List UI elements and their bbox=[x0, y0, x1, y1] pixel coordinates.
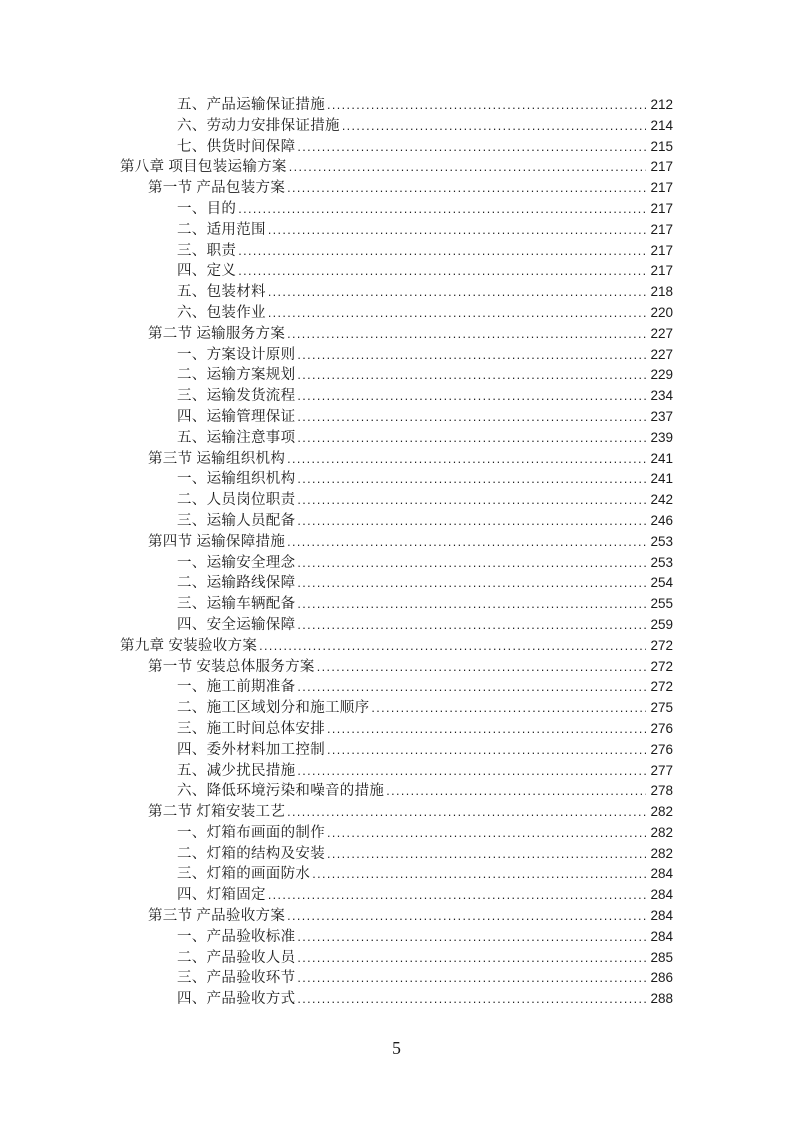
toc-entry-label: 第一节 产品包装方案 bbox=[148, 180, 286, 197]
toc-page-number: 227 bbox=[650, 325, 673, 341]
toc-entry-item[interactable] bbox=[120, 823, 673, 844]
toc-leader-dots bbox=[297, 761, 646, 782]
toc-entry-item[interactable] bbox=[120, 698, 673, 719]
toc-leader-dots bbox=[342, 116, 647, 137]
toc-entry-item[interactable] bbox=[120, 615, 673, 636]
toc-entry-label: 一、产品验收标准 bbox=[177, 928, 296, 945]
footer-page-number: 5 bbox=[392, 1038, 401, 1058]
toc-leader-dots bbox=[297, 615, 646, 636]
toc-page-number: 218 bbox=[650, 284, 673, 300]
toc-page-number: 253 bbox=[650, 533, 673, 549]
toc-page-number: 284 bbox=[650, 866, 673, 882]
toc-entry-label: 一、运输组织机构 bbox=[177, 471, 296, 488]
toc-page-number: 276 bbox=[650, 741, 673, 757]
toc-leader-dots bbox=[289, 157, 647, 178]
toc-page-number: 282 bbox=[650, 845, 673, 861]
toc-leader-dots bbox=[327, 823, 646, 844]
toc-entry-label: 第四节 运输保障措施 bbox=[148, 533, 286, 550]
toc-leader-dots bbox=[287, 802, 646, 823]
toc-entry-label: 三、灯箱的画面防水 bbox=[177, 866, 311, 883]
toc-page-number: 217 bbox=[650, 242, 673, 258]
toc-page-number: 286 bbox=[650, 970, 673, 986]
toc-leader-dots bbox=[386, 781, 646, 802]
toc-leader-dots bbox=[297, 386, 646, 407]
toc-leader-dots bbox=[297, 469, 646, 490]
toc-entry-item[interactable] bbox=[120, 365, 673, 386]
toc-entry-item[interactable] bbox=[120, 261, 673, 282]
toc-page-number: 278 bbox=[650, 783, 673, 799]
toc-leader-dots bbox=[238, 261, 646, 282]
toc-leader-dots bbox=[297, 927, 646, 948]
toc-leader-dots bbox=[297, 511, 646, 532]
toc-page-number: 285 bbox=[650, 949, 673, 965]
toc-page-number: 284 bbox=[650, 928, 673, 944]
toc-leader-dots bbox=[312, 864, 646, 885]
toc-entry-section[interactable] bbox=[120, 657, 673, 678]
toc-entry-label: 二、运输路线保障 bbox=[177, 575, 296, 592]
toc-page-number: 272 bbox=[650, 637, 673, 653]
toc-page-number: 255 bbox=[650, 596, 673, 612]
toc-page-number: 282 bbox=[650, 824, 673, 840]
toc-leader-dots bbox=[287, 324, 646, 345]
toc-leader-dots bbox=[297, 573, 646, 594]
toc-page-number: 242 bbox=[650, 492, 673, 508]
toc-leader-dots bbox=[287, 532, 646, 553]
toc-entry-item[interactable] bbox=[120, 740, 673, 761]
toc-leader-dots bbox=[297, 407, 646, 428]
toc-entry-item[interactable] bbox=[120, 781, 673, 802]
toc-page-number: 288 bbox=[650, 991, 673, 1007]
toc-entry-label: 五、产品运输保证措施 bbox=[177, 97, 325, 113]
toc-entry-label: 第二节 运输服务方案 bbox=[148, 325, 286, 342]
toc-entry-label: 三、运输车辆配备 bbox=[177, 596, 296, 613]
toc-page-number: 215 bbox=[650, 138, 673, 154]
toc-leader-dots bbox=[297, 948, 646, 969]
toc-entry-item[interactable] bbox=[120, 948, 673, 969]
toc-entry-label: 第九章 安装验收方案 bbox=[120, 637, 258, 654]
toc-entry-label: 二、灯箱的结构及安装 bbox=[177, 845, 325, 862]
toc-entry-label: 一、施工前期准备 bbox=[177, 679, 296, 696]
toc-entry-label: 七、供货时间保障 bbox=[177, 138, 296, 155]
toc-page-number: 259 bbox=[650, 616, 673, 632]
toc-entry-item[interactable] bbox=[120, 407, 673, 428]
toc-entry-label: 三、施工时间总体安排 bbox=[177, 720, 325, 737]
toc-leader-dots bbox=[371, 698, 646, 719]
toc-entry-label: 五、包装材料 bbox=[177, 284, 266, 301]
toc-entry-label: 二、产品验收人员 bbox=[177, 949, 296, 966]
toc-entry-label: 三、运输人员配备 bbox=[177, 512, 296, 529]
toc-entry-label: 第一节 安装总体服务方案 bbox=[148, 658, 315, 675]
toc-page-number: 246 bbox=[650, 512, 673, 528]
toc-page-number: 253 bbox=[650, 554, 673, 570]
toc-entry-item[interactable] bbox=[120, 511, 673, 532]
toc-page-number: 276 bbox=[650, 720, 673, 736]
toc-entry-item[interactable] bbox=[120, 241, 673, 262]
toc-entry-item[interactable] bbox=[120, 864, 673, 885]
toc-entry-label: 四、定义 bbox=[177, 263, 237, 280]
toc-entry-section[interactable] bbox=[120, 324, 673, 345]
toc-entry-label: 五、减少扰民措施 bbox=[177, 762, 296, 779]
toc-page-number: 217 bbox=[650, 180, 673, 196]
toc-entry-item[interactable] bbox=[120, 303, 673, 324]
toc-entry-chapter[interactable] bbox=[120, 636, 673, 657]
toc-page-number: 277 bbox=[650, 762, 673, 778]
toc-entry-section[interactable] bbox=[120, 178, 673, 199]
toc-entry-label: 五、运输注意事项 bbox=[177, 429, 296, 446]
toc-list bbox=[120, 95, 673, 1010]
toc-leader-dots bbox=[327, 740, 646, 761]
toc-entry-item[interactable] bbox=[120, 282, 673, 303]
toc-entry-item[interactable] bbox=[120, 428, 673, 449]
toc-page-number: 254 bbox=[650, 575, 673, 591]
toc-entry-label: 二、人员岗位职责 bbox=[177, 492, 296, 509]
toc-leader-dots bbox=[238, 241, 646, 262]
toc-page-number: 217 bbox=[650, 200, 673, 216]
toc-entry-label: 六、包装作业 bbox=[177, 304, 266, 321]
toc-entry-label: 二、施工区域划分和施工顺序 bbox=[177, 700, 370, 717]
toc-entry-item[interactable] bbox=[120, 469, 673, 490]
toc-leader-dots bbox=[268, 282, 647, 303]
toc-entry-label: 一、方案设计原则 bbox=[177, 346, 296, 363]
toc-leader-dots bbox=[259, 636, 646, 657]
toc-entry-item[interactable] bbox=[120, 761, 673, 782]
toc-leader-dots bbox=[297, 137, 646, 158]
toc-entry-item[interactable] bbox=[120, 490, 673, 511]
toc-leader-dots bbox=[297, 677, 646, 698]
toc-page-number: 227 bbox=[650, 346, 673, 362]
toc-entry-section[interactable] bbox=[120, 906, 673, 927]
toc-page-number: 284 bbox=[650, 908, 673, 924]
toc-leader-dots bbox=[268, 220, 647, 241]
toc-page-number: 229 bbox=[650, 367, 673, 383]
toc-entry-item[interactable] bbox=[120, 594, 673, 615]
toc-leader-dots bbox=[327, 95, 646, 116]
toc-leader-dots bbox=[297, 594, 646, 615]
toc-entry-item[interactable] bbox=[120, 677, 673, 698]
toc-entry-label: 二、适用范围 bbox=[177, 221, 266, 238]
toc-entry-label: 第八章 项目包装运输方案 bbox=[120, 159, 287, 176]
toc-leader-dots bbox=[297, 490, 646, 511]
toc-entry-item[interactable] bbox=[120, 719, 673, 740]
toc-entry-item[interactable] bbox=[120, 553, 673, 574]
toc-page-number: 217 bbox=[650, 263, 673, 279]
toc-page-number: 284 bbox=[650, 887, 673, 903]
toc-leader-dots bbox=[297, 365, 646, 386]
toc-entry-label: 三、职责 bbox=[177, 242, 237, 259]
toc-page-number: 241 bbox=[650, 450, 673, 466]
toc-entry-item[interactable] bbox=[120, 95, 673, 116]
toc-entry-section[interactable] bbox=[120, 532, 673, 553]
toc-page-number: 212 bbox=[650, 97, 673, 112]
toc-entry-item[interactable] bbox=[120, 386, 673, 407]
toc-leader-dots bbox=[297, 345, 646, 366]
toc-entry-label: 三、产品验收环节 bbox=[177, 970, 296, 987]
toc-entry-label: 一、目的 bbox=[177, 200, 237, 217]
toc-entry-label: 一、运输安全理念 bbox=[177, 554, 296, 571]
toc-entry-label: 四、委外材料加工控制 bbox=[177, 741, 325, 758]
toc-entry-label: 六、劳动力安排保证措施 bbox=[177, 117, 340, 134]
toc-leader-dots bbox=[297, 968, 646, 989]
toc-page-number: 237 bbox=[650, 408, 673, 424]
toc-entry-label: 四、灯箱固定 bbox=[177, 887, 266, 904]
toc-entry-item[interactable] bbox=[120, 116, 673, 137]
toc-leader-dots bbox=[287, 449, 646, 470]
toc-entry-label: 一、灯箱布画面的制作 bbox=[177, 824, 325, 841]
toc-leader-dots bbox=[238, 199, 646, 220]
toc-entry-item[interactable] bbox=[120, 885, 673, 906]
toc-entry-item[interactable] bbox=[120, 989, 673, 1010]
toc-entry-label: 第三节 运输组织机构 bbox=[148, 450, 286, 467]
toc-page-number: 275 bbox=[650, 700, 673, 716]
toc-entry-label: 六、降低环境污染和噪音的措施 bbox=[177, 783, 385, 800]
toc-entry-label: 三、运输发货流程 bbox=[177, 388, 296, 405]
toc-page-number: 272 bbox=[650, 679, 673, 695]
toc-entry-item[interactable] bbox=[120, 844, 673, 865]
toc-entry-label: 四、运输管理保证 bbox=[177, 408, 296, 425]
toc-page-number: 234 bbox=[650, 388, 673, 404]
toc-entry-item[interactable] bbox=[120, 220, 673, 241]
toc-entry-label: 四、安全运输保障 bbox=[177, 616, 296, 633]
toc-leader-dots bbox=[327, 719, 646, 740]
toc-entry-label: 四、产品验收方式 bbox=[177, 991, 296, 1008]
toc-entry-section[interactable] bbox=[120, 802, 673, 823]
toc-page-number: 220 bbox=[650, 304, 673, 320]
toc-leader-dots bbox=[297, 989, 646, 1010]
toc-entry-label: 第三节 产品验收方案 bbox=[148, 908, 286, 925]
toc-page-number: 217 bbox=[650, 221, 673, 237]
toc-entry-label: 第二节 灯箱安装工艺 bbox=[148, 804, 286, 821]
toc-leader-dots bbox=[268, 303, 647, 324]
toc-entry-item[interactable] bbox=[120, 573, 673, 594]
toc-page-number: 241 bbox=[650, 471, 673, 487]
toc-entry-chapter[interactable] bbox=[120, 157, 673, 178]
toc-leader-dots bbox=[297, 428, 646, 449]
toc-page-number: 272 bbox=[650, 658, 673, 674]
toc-page-number: 217 bbox=[650, 159, 673, 175]
toc-page-number: 282 bbox=[650, 804, 673, 820]
toc-leader-dots bbox=[287, 178, 646, 199]
toc-entry-item[interactable] bbox=[120, 927, 673, 948]
toc-page-number: 214 bbox=[650, 117, 673, 133]
toc-entry-section[interactable] bbox=[120, 449, 673, 470]
toc-page-number: 239 bbox=[650, 429, 673, 445]
toc-leader-dots bbox=[287, 906, 646, 927]
toc-entry-item[interactable] bbox=[120, 199, 673, 220]
toc-entry-item[interactable] bbox=[120, 968, 673, 989]
toc-leader-dots bbox=[297, 553, 646, 574]
toc-entry-item[interactable] bbox=[120, 137, 673, 158]
toc-entry-label: 二、运输方案规划 bbox=[177, 367, 296, 384]
toc-entry-item[interactable] bbox=[120, 345, 673, 366]
toc-leader-dots bbox=[327, 844, 646, 865]
toc-leader-dots bbox=[268, 885, 647, 906]
toc-leader-dots bbox=[317, 657, 647, 678]
